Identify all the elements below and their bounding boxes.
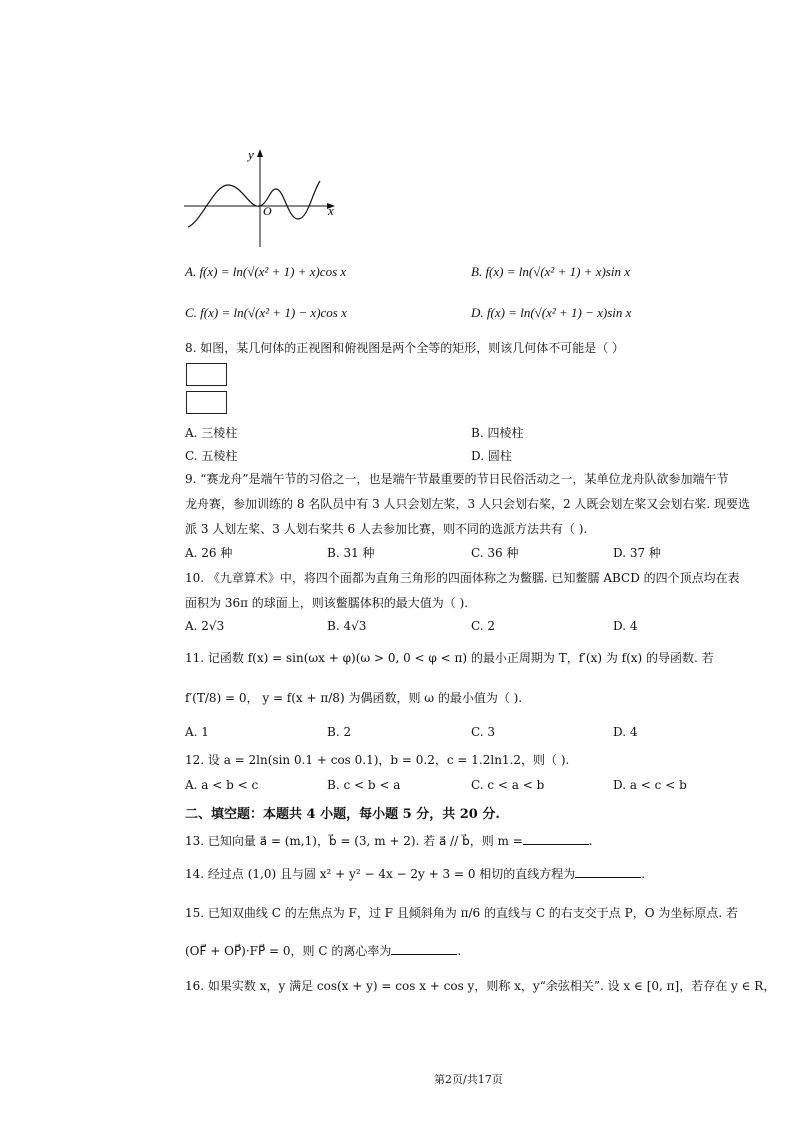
q10-option-a: A. 2√3 xyxy=(185,619,225,633)
q8-stem: 8. 如图，某几何体的正视图和俯视图是两个全等的矩形，则该几何体不可能是（ ） xyxy=(185,341,625,355)
q9-option-a: A. 26 种 xyxy=(185,546,233,560)
q16-line-1: 16. 如果实数 x，y 满足 cos(x + y) = cos x + cos y，则称 x，y“余弦相关”. 设 x ∈ [0, π]，若存在 y ∈ R， xyxy=(185,979,776,993)
q11-line-1: 11. 记函数 f(x) = sin(ωx + φ)(ω > 0, 0 < φ < π) 的最小正周期为 T，f′(x) 为 f(x) 的导函数. 若 xyxy=(185,651,714,665)
q15-line-2 xyxy=(185,942,461,959)
q14-answer-blank[interactable] xyxy=(575,865,641,878)
q15-answer-blank[interactable] xyxy=(391,942,457,955)
q14 xyxy=(185,865,645,882)
x-axis-label: x xyxy=(328,203,334,218)
page-number-footer: 第2页/共17页 xyxy=(434,1073,503,1086)
q11-option-c: C. 3 xyxy=(471,725,496,739)
q12-option-c: C. c < a < b xyxy=(471,778,545,792)
q9-line-1: 9. “赛龙舟”是端午节的习俗之一，也是端午节最重要的节日民俗活动之一，某单位龙舟队欲参加端午节 xyxy=(185,472,729,486)
q15-end: . xyxy=(457,944,462,958)
q8-option-c: C. 五棱柱 xyxy=(185,449,238,463)
q12-option-b: B. c < b < a xyxy=(327,778,401,792)
q12-option-d: D. a < c < b xyxy=(613,778,687,792)
y-axis-label: y xyxy=(248,147,254,162)
section-heading: 二、填空题：本题共 4 小题，每小题 5 分，共 20 分. xyxy=(185,807,500,822)
q11-option-a: A. 1 xyxy=(185,725,209,739)
function-curve xyxy=(188,181,320,227)
q13-answer-blank[interactable] xyxy=(523,832,589,845)
q8-option-a: A. 三棱柱 xyxy=(185,426,238,440)
q15-line-1: 15. 已知双曲线 C 的左焦点为 F，过 F 且倾斜角为 π/6 的直线与 C 的右支交于点 P，O 为坐标原点. 若 xyxy=(185,906,738,920)
q15-line-2-text: (OF⃗ + OP⃗)·FP⃗ = 0，则 C 的离心率为 xyxy=(185,944,392,958)
q14-text: 14. 经过点 (1,0) 且与圆 x² + y² − 4x − 2y + 3 = 0 相切的直线方程为 xyxy=(185,867,576,881)
q10-option-d: D. 4 xyxy=(613,619,638,633)
q13 xyxy=(185,832,593,849)
q10-option-b: B. 4√3 xyxy=(327,619,367,633)
q11-line-2: f′(T/8) = 0， y = f(x + π/8) 为偶函数，则 ω 的最小值为（ ). xyxy=(185,691,523,705)
q11-option-b: B. 2 xyxy=(327,725,352,739)
y-axis-arrow xyxy=(257,149,263,157)
q13-text: 13. 已知向量 a⃗ = (m,1)，b⃗ = (3, m + 2). 若 a⃗ // b⃗，则 m = xyxy=(185,834,523,848)
q7-option-c: C. f(x) = ln(√(x² + 1) − x)cos x xyxy=(185,305,347,320)
q9-option-d: D. 37 种 xyxy=(613,546,661,560)
q12-line-1: 12. 设 a = 2ln(sin 0.1 + cos 0.1)，b = 0.2，c = 1.2ln1.2，则（ ). xyxy=(185,753,570,767)
front-view-rectangle xyxy=(186,363,227,386)
top-view-rectangle xyxy=(186,391,227,414)
q10-line-2: 面积为 36π 的球面上，则该鳖臑体积的最大值为（ ). xyxy=(185,596,469,610)
function-graph xyxy=(180,143,342,253)
q11-option-d: D. 4 xyxy=(613,725,638,739)
q14-end: . xyxy=(641,867,646,881)
q9-line-3: 派 3 人划左桨、3 人划右桨共 6 人去参加比赛，则不同的选派方法共有（ ). xyxy=(185,522,588,536)
q8-option-b: B. 四棱柱 xyxy=(471,426,524,440)
origin-label: O xyxy=(263,204,272,218)
q7-option-d: D. f(x) = ln(√(x² + 1) − x)sin x xyxy=(471,305,632,320)
q10-line-1: 10. 《九章算术》中，将四个面都为直角三角形的四面体称之为鳖臑. 已知鳖臑 ABCD 的四个顶点均在表 xyxy=(185,571,740,585)
q10-option-c: C. 2 xyxy=(471,619,496,633)
q9-option-b: B. 31 种 xyxy=(327,546,375,560)
q9-line-2: 龙舟赛，参加训练的 8 名队员中有 3 人只会划左桨，3 人只会划右桨，2 人既会划左桨又会划右桨. 现要选 xyxy=(185,497,751,511)
q7-option-b: B. f(x) = ln(√(x² + 1) + x)sin x xyxy=(471,264,630,279)
q9-option-c: C. 36 种 xyxy=(471,546,519,560)
q13-end: . xyxy=(588,834,593,848)
q7-option-a: A. f(x) = ln(√(x² + 1) + x)cos x xyxy=(185,264,347,279)
q12-option-a: A. a < b < c xyxy=(185,778,259,792)
q8-option-d: D. 圆柱 xyxy=(471,449,512,463)
